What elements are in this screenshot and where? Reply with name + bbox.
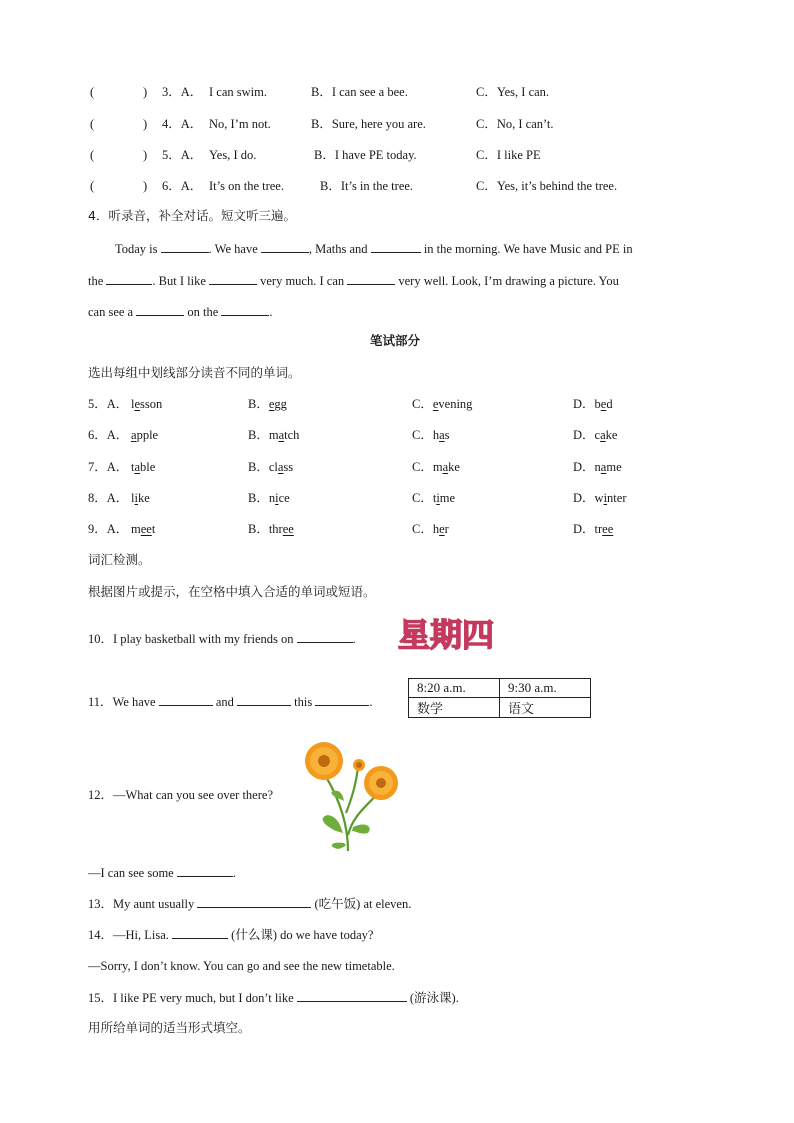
phonics-option-d: D．cake — [573, 428, 618, 442]
flower-head-left — [305, 742, 343, 780]
phonics-option-a: apple — [131, 428, 159, 442]
phonics-number: 6．A． — [88, 428, 129, 442]
question-12-answer: —I can see some . — [88, 866, 236, 880]
option-c: C．I like PE — [476, 148, 541, 162]
underlined-letters: a — [600, 428, 606, 442]
underlined-letters: i — [436, 491, 440, 505]
answer-blank[interactable] — [315, 693, 369, 706]
question-15: 15．I like PE very much, but I don’t like (游泳课). — [88, 991, 459, 1005]
underlined-letters: e — [432, 397, 439, 411]
option-a: No, I’m not. — [209, 117, 271, 131]
flower-head-right — [364, 766, 398, 800]
phonics-option-a: table — [131, 460, 156, 474]
question-14-reply: —Sorry, I don’t know. You can go and see the new timetable. — [88, 959, 395, 973]
question-13: 13．My aunt usually (吃午饭) at eleven. — [88, 897, 412, 911]
answer-blank[interactable] — [347, 272, 395, 285]
phonics-option-d: D．name — [573, 460, 622, 474]
answer-blank[interactable] — [136, 303, 184, 316]
answer-blank[interactable] — [197, 895, 311, 908]
phonics-option-d: D．bed — [573, 397, 613, 411]
underlined-letters: e — [600, 397, 607, 411]
underlined-letters: i — [275, 491, 279, 505]
option-b: B．I can see a bee. — [311, 85, 408, 99]
phonics-option-c: C．evening — [412, 397, 473, 411]
phonics-option-b: B．three — [248, 522, 294, 536]
dialogue-instruction: 4．听录音，补全对话。短文听三遍。 — [88, 208, 296, 223]
underlined-letters: a — [277, 460, 284, 474]
answer-blank[interactable] — [261, 240, 309, 253]
item-number: 4．A． — [162, 117, 203, 131]
phonics-option-b: B．egg — [248, 397, 287, 411]
vocab-instruction: 根据图片或提示，在空格中填入合适的单词或短语。 — [88, 584, 376, 599]
phonics-number: 8．A． — [88, 491, 129, 505]
phonics-option-b: B．match — [248, 428, 300, 442]
answer-blank[interactable] — [161, 240, 209, 253]
flower-bud — [353, 759, 365, 771]
paren-open: ( — [90, 85, 95, 99]
phonics-option-c: C．time — [412, 491, 456, 505]
answer-blank[interactable] — [106, 272, 152, 285]
section-heading: 笔试部分 — [370, 333, 421, 348]
phonics-option-d: D．winter — [573, 491, 627, 505]
dialogue-line-3: can see a on the . — [88, 305, 273, 319]
question-10: 10．I play basketball with my friends on . — [88, 632, 356, 646]
option-c: C．Yes, it’s behind the tree. — [476, 179, 618, 193]
answer-blank[interactable] — [172, 926, 228, 939]
answer-blank[interactable] — [221, 303, 269, 316]
final-instruction: 用所给单词的适当形式填空。 — [88, 1020, 251, 1035]
dialogue-line-1: Today is . We have , Maths and in the morning. We have Music and PE in — [115, 242, 633, 256]
phonics-option-c: C．has — [412, 428, 450, 442]
thursday-word-art — [393, 612, 499, 656]
phonics-instruction: 选出每组中划线部分读音不同的单词。 — [88, 365, 301, 380]
phonics-option-a: like — [131, 491, 150, 505]
underlined-letters: a — [600, 460, 607, 474]
underlined-letters: a — [442, 460, 449, 474]
phonics-option-b: B．class — [248, 460, 294, 474]
flower-image — [298, 735, 410, 853]
underlined-letters: ee — [602, 522, 614, 536]
paren-close: ) — [143, 85, 148, 99]
question-11: 11．We have and this . — [88, 695, 373, 709]
item-number: 5．A． — [162, 148, 203, 162]
option-b: B．Sure, here you are. — [311, 117, 426, 131]
item-number: 3．A． — [162, 85, 203, 99]
paren-close: ) — [143, 148, 148, 162]
phonics-option-a: meet — [131, 522, 156, 536]
question-12: 12．—What can you see over there? — [88, 788, 273, 802]
underlined-letters: e — [134, 397, 141, 411]
vocab-heading: 词汇检测。 — [88, 552, 151, 567]
dialogue-line-2: the . But I like very much. I can very well. Look, I’m drawing a picture. You — [88, 274, 619, 288]
option-b: B．It’s in the tree. — [320, 179, 414, 193]
answer-blank[interactable] — [371, 240, 421, 253]
phonics-number: 9．A． — [88, 522, 129, 536]
phonics-option-d: D．tree — [573, 522, 614, 536]
answer-blank[interactable] — [297, 989, 407, 1002]
underlined-letters: ee — [140, 522, 152, 536]
option-a: It’s on the tree. — [209, 179, 284, 193]
timetable-subject-1: 数学 — [409, 698, 500, 718]
option-b: B．I have PE today. — [314, 148, 417, 162]
phonics-option-a: lesson — [131, 397, 163, 411]
answer-blank[interactable] — [177, 864, 233, 877]
answer-blank[interactable] — [297, 630, 353, 643]
option-a: Yes, I do. — [209, 148, 257, 162]
phonics-option-c: C．make — [412, 460, 460, 474]
option-c: C．Yes, I can. — [476, 85, 550, 99]
timetable — [408, 678, 591, 718]
underlined-letters: e — [439, 522, 445, 536]
phonics-option-b: B．nice — [248, 491, 290, 505]
paren-open: ( — [90, 117, 95, 131]
underlined-letters: ee — [282, 522, 294, 536]
underlined-letters: i — [134, 491, 138, 505]
option-c: C．No, I can’t. — [476, 117, 554, 131]
paren-open: ( — [90, 179, 95, 193]
underlined-letters: a — [134, 460, 141, 474]
paren-open: ( — [90, 148, 95, 162]
question-14: 14．—Hi, Lisa. (什么课) do we have today? — [88, 928, 374, 942]
timetable-time-1: 8:20 a.m. — [409, 679, 500, 698]
answer-blank[interactable] — [237, 693, 291, 706]
option-a: I can swim. — [209, 85, 267, 99]
phonics-number: 5．A． — [88, 397, 129, 411]
underlined-letters: i — [603, 491, 608, 505]
item-number: 6．A． — [162, 179, 203, 193]
underlined-letters: a — [439, 428, 445, 442]
phonics-option-c: C．her — [412, 522, 449, 536]
paren-close: ) — [143, 179, 148, 193]
paren-close: ) — [143, 117, 148, 131]
answer-blank[interactable] — [209, 272, 257, 285]
underlined-letters: e — [268, 397, 275, 411]
timetable-time-2: 9:30 a.m. — [500, 679, 591, 698]
underlined-letters: a — [278, 428, 285, 442]
phonics-number: 7．A． — [88, 460, 129, 474]
timetable-subject-2: 语文 — [500, 698, 591, 718]
underlined-letters: a — [131, 428, 137, 442]
thursday-text: 星期四 — [397, 616, 495, 654]
answer-blank[interactable] — [159, 693, 213, 706]
